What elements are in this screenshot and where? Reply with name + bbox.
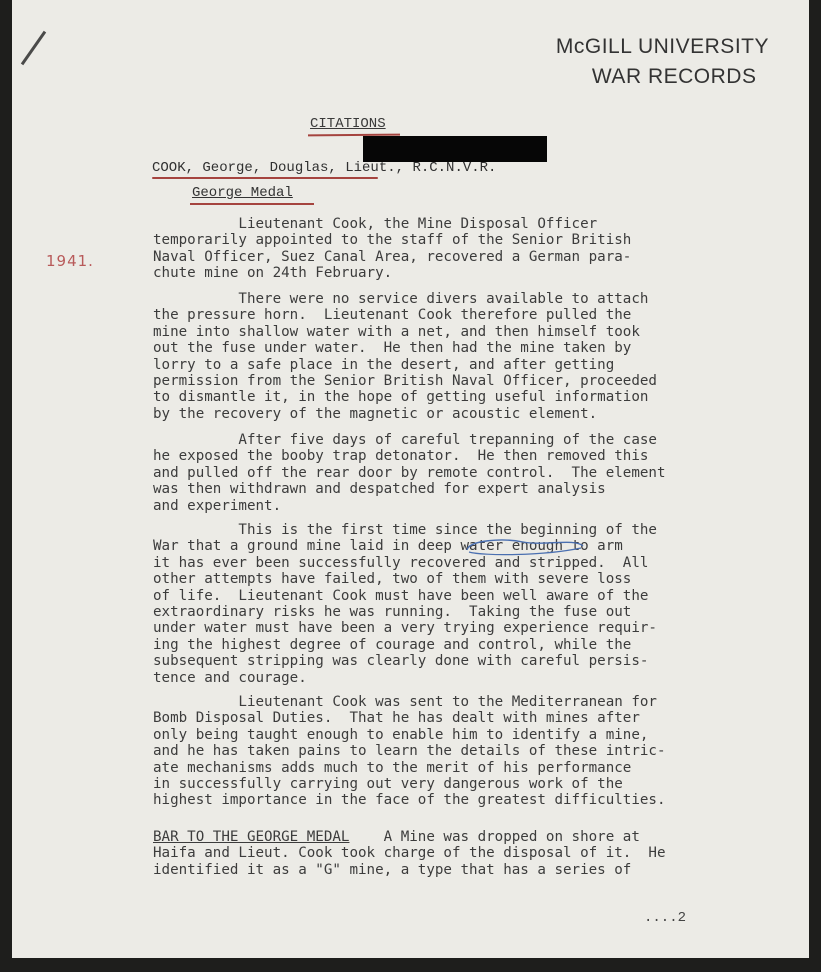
document-page (12, 0, 809, 958)
officer-name-line: COOK, George, Douglas, Lieut., R.C.N.V.R. (152, 160, 497, 176)
document-title: CITATIONS (310, 116, 386, 132)
blue-ink-annotation (463, 536, 587, 558)
bar-to-medal-heading: BAR TO THE GEORGE MEDAL (153, 829, 350, 845)
citation-paragraph-4: This is the first time since the beginning of the War that a ground mine laid in deep water enough to arm it has ever been successfully recovered and stripped. All other attempts have failed, two of them with severe loss of life. Lieutenant Cook must have been well aware of the extraordinary risks he was running. Taking the fuse out under water must have been a very trying experience requir- ing the highest degree of courage and control, while the subsequent stripping was clearly done with careful persis- tence and courage. (153, 522, 657, 686)
red-underline-name (152, 177, 378, 179)
pen-mark (21, 31, 46, 65)
archive-stamp (556, 32, 769, 92)
citation-paragraph-5: Lieutenant Cook was sent to the Mediterranean for Bomb Disposal Duties. That he has dealt with mines after only being taught enough to enable him to identify a mine, and he has taken pains to learn the details of these intric- ate mechanisms adds much to the merit of his performance in successfully carrying out very dangerous work of the highest importance in the face of the greatest difficulties. (153, 694, 666, 809)
citation-paragraph-1: Lieutenant Cook, the Mine Disposal Officer temporarily appointed to the staff of the Senior British Naval Officer, Suez Canal Area, recovered a German para- chute mine on 24th February. (153, 216, 632, 282)
stamp-line-2: WAR RECORDS (591, 65, 757, 88)
citation-paragraph-6 (153, 829, 793, 878)
handwritten-year-note: 1941. (46, 252, 94, 270)
citation-paragraph-3: After five days of careful trepanning of the case he exposed the booby trap detonator. He then removed this and pulled off the rear door by remote control. The element was then withdrawn and despatched for expert analysis and experiment. (153, 432, 666, 514)
bar-to-medal-text: A Mine was dropped on shore at Haifa and Lieut. Cook took charge of the disposal of it. He identified it as a "G" mine, a type that has a series of (153, 829, 666, 878)
red-underline-medal (190, 203, 314, 205)
award-heading: George Medal (192, 185, 293, 201)
page-continuation-number: ....2 (644, 910, 687, 926)
stamp-line-1: McGILL UNIVERSITY (555, 35, 769, 58)
citation-paragraph-2: There were no service divers available to attach the pressure horn. Lieutenant Cook therefore pulled the mine into shallow water with a net, and then himself took out the fuse under water. He then had the mine taken by lorry to a safe place in the desert, and after getting permission from the Senior British Naval Officer, proceeded to dismantle it, in the hope of getting useful information by the recovery of the magnetic or acoustic element. (153, 291, 657, 422)
redaction-bar (363, 136, 547, 162)
